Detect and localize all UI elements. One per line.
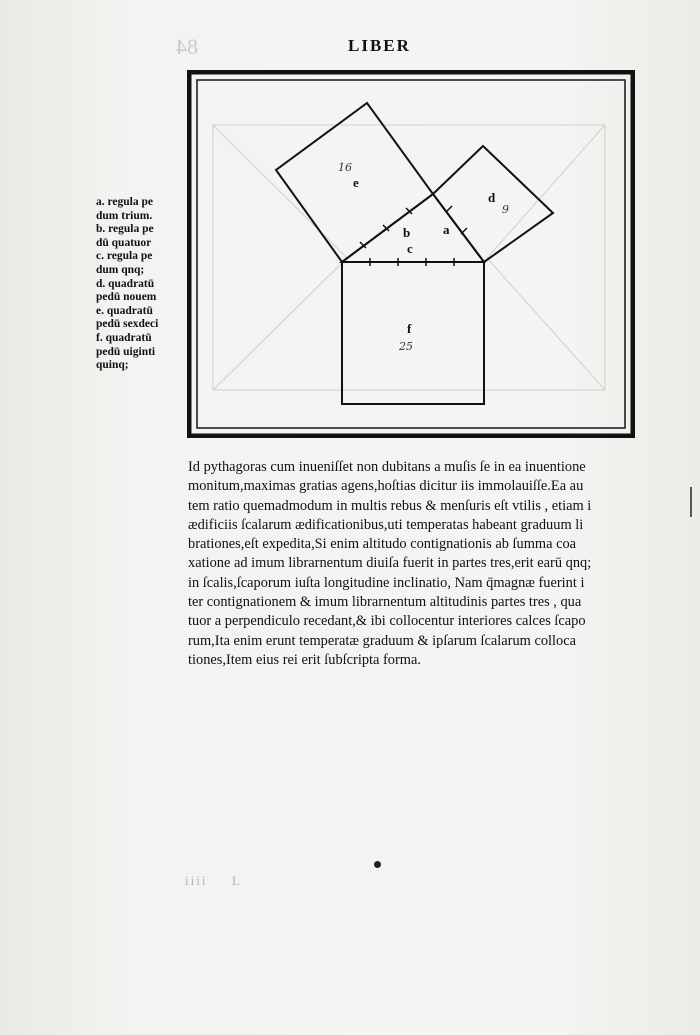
label-f: f (407, 321, 412, 336)
legend-line: f. quadratū (96, 331, 152, 344)
legend-line: a. regula pe (96, 196, 153, 208)
pythagorean-figure (187, 70, 635, 438)
text-line: Id pythagoras cum inueniſſet non dubitans a muſis ſe in ea inuentione (188, 459, 586, 475)
text-line: brationes,eſt expedita,Si enim altitudo contignationis ab ſumma coa (188, 536, 577, 553)
margin-legend (96, 196, 168, 373)
body-text (188, 458, 648, 670)
text-line: xatione ad imum librarnentum diuiſa fuerit in partes tres,erit earū qnq; (188, 555, 592, 572)
legend-line: quinq; (96, 359, 129, 372)
legend-line: pedū sexdeci (96, 318, 159, 331)
handwritten-note-e: 16 (338, 161, 352, 174)
legend-line: e. quadratū (96, 304, 153, 317)
signature-mark: iiii (185, 873, 208, 888)
legend-line: d. quadratū (96, 277, 155, 290)
handwritten-note-d: 9 (502, 203, 509, 216)
running-head: LIBER (348, 36, 411, 55)
label-b: b (403, 225, 411, 240)
legend-line: c. regula pe (96, 250, 153, 263)
ghost-page-number: 84 (176, 34, 198, 59)
legend-line: dum qnq; (96, 263, 145, 276)
label-c: c (407, 241, 413, 256)
text-line: tiones,Item eius rei erit ſubſcripta forma. (188, 651, 421, 668)
text-line: rum,Ita enim erunt temperatæ graduum & ipſarum ſcalarum colloca (188, 632, 577, 649)
ink-blot (374, 861, 381, 868)
legend-line: dū quatuor (96, 236, 152, 249)
label-e: e (353, 175, 359, 190)
triangle (342, 194, 484, 262)
text-line: tem ratio quemadmodum in multis rebus & menſuris eſt vtilis , etiam i (188, 497, 592, 514)
text-line: tuor a perpendiculo recedant,& ibi collocentur interiores calces ſcapo (188, 613, 586, 630)
text-line: ædificiis ſcalarum ædificationibus,uti temperatas habeant graduum li (188, 516, 584, 533)
legend-line: dum trium. (96, 209, 153, 222)
label-d: d (488, 190, 496, 205)
signature-letter: L (232, 873, 240, 888)
handwritten-note-f: 25 (399, 340, 413, 353)
square-f (342, 262, 484, 404)
margin-mark (690, 487, 692, 517)
text-line: ter contignationem & imum librarnentum altitudinis partes tres , qua (188, 594, 582, 611)
text-line: in ſcalis,ſcaporum iuſta longitudine inclinatio, Nam q̄magnæ fuerint i (188, 574, 585, 591)
legend-line: pedū uiginti (96, 345, 156, 358)
legend-line: b. regula pe (96, 223, 154, 236)
legend-line: pedū nouem (96, 291, 157, 304)
label-a: a (443, 222, 450, 237)
text-line: monitum,maximas gratias agens,hoſtias dicitur iis immolauiſſe.Ea au (188, 478, 584, 495)
